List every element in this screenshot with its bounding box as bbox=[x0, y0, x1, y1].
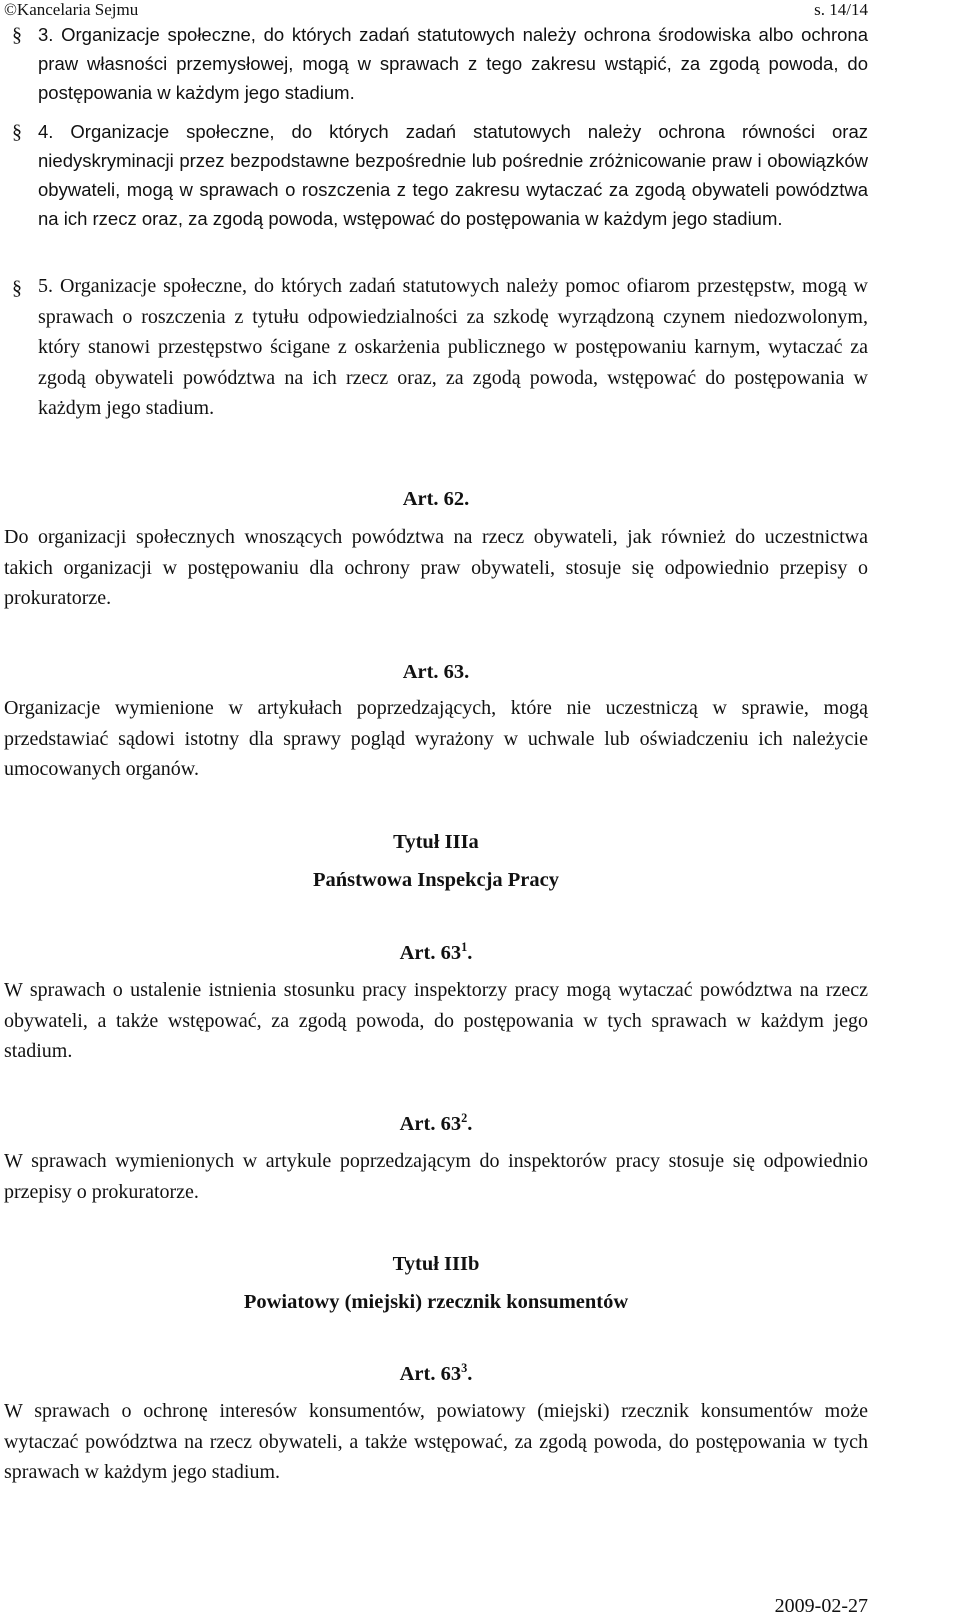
article-63-3-title bbox=[4, 1361, 868, 1387]
article-title-prefix: Art. 63 bbox=[399, 942, 462, 964]
title-3b-number: Tytuł IIIb bbox=[392, 1253, 480, 1275]
article-63-2-title bbox=[4, 1111, 868, 1137]
section-mark: § bbox=[12, 24, 22, 46]
article-62-text: Do organizacji społecznych wnoszących powództwa na rzecz obywateli, jak również do uczestnictwa takich organizacji w postępowaniu dla ochrony praw obywateli, stosuje się odpowiednio przepisy o prokuratorze. bbox=[4, 526, 868, 609]
copyright-label: ©Kancelaria Sejmu bbox=[4, 0, 139, 19]
page-header bbox=[4, 0, 868, 20]
article-title-superscript: 1 bbox=[461, 940, 468, 955]
title-3b-name: Powiatowy (miejski) rzecznik konsumentów bbox=[243, 1291, 629, 1313]
article-title-prefix: Art. 63 bbox=[399, 1363, 462, 1385]
article-title-suffix: . bbox=[467, 1363, 473, 1385]
article-62-title: Art. 62. bbox=[402, 488, 470, 510]
section-mark: § bbox=[12, 121, 22, 143]
paragraph-3: 3. Organizacje społeczne, do których zadań statutowych należy ochrona środowiska albo ochrona praw własności przemysłowej, mogą w sprawach z tego zakresu wstąpić, za zgodą powoda, do postępowania w każdym jego stadium. bbox=[38, 24, 868, 103]
footer-date: 2009-02-27 bbox=[774, 1595, 868, 1617]
article-63-title: Art. 63. bbox=[402, 661, 470, 683]
article-63-1-title bbox=[4, 940, 868, 966]
title-3a-name: Państwowa Inspekcja Pracy bbox=[313, 869, 559, 891]
article-63-2-text: W sprawach wymienionych w artykule poprzedzającym do inspektorów pracy stosuje się odpowiednio przepisy o prokuratorze. bbox=[4, 1150, 868, 1203]
section-mark: § bbox=[12, 277, 22, 299]
article-title-superscript: 2 bbox=[461, 1111, 468, 1126]
article-title-prefix: Art. 63 bbox=[399, 1113, 462, 1135]
article-title-suffix: . bbox=[467, 1113, 473, 1135]
paragraph-4: 4. Organizacje społeczne, do których zadań statutowych należy ochrona równości oraz niedyskryminacji przez bezpodstawne bezpośrednie lub pośrednie zróżnicowanie praw i obowiązków obywateli, mogą w sprawach o roszczenia z tego zakresu wytaczać za zgodą obywateli powództwa na ich rzecz oraz, za zgodą powoda, wstępować do postępowania w każdym jego stadium. bbox=[38, 121, 868, 229]
article-63-text: Organizacje wymienione w artykułach poprzedzających, które nie uczestniczą w sprawie, mogą przedstawiać sądowi istotny dla sprawy pogląd wyrażony w uchwale lub oświadczeniu ich należycie umocowanych organów. bbox=[4, 697, 868, 780]
paragraph-5: 5. Organizacje społeczne, do których zadań statutowych należy pomoc ofiarom przestępstw, mogą w sprawach o roszczenia z tytułu odpowiedzialności za szkodę wyrządzoną czynem niedozwolonym, który stanowi przestępstwo ścigane z oskarżenia publicznego w postępowaniu karnym, wytaczać za zgodą obywateli powództwa na ich rzecz oraz, za zgodą powoda, wstępować do postępowania w każdym jego stadium. bbox=[38, 275, 868, 419]
page-number: s. 14/14 bbox=[814, 0, 868, 19]
article-63-1-text: W sprawach o ustalenie istnienia stosunku pracy inspektorzy pracy mogą wytaczać powództwa na rzecz obywateli, a także wstępować, za zgodą powoda, do postępowania w tych sprawach w każdym jego stadium. bbox=[4, 979, 868, 1062]
title-3a-number: Tytuł IIIa bbox=[393, 831, 479, 853]
article-title-superscript: 3 bbox=[461, 1361, 468, 1376]
article-title-suffix: . bbox=[467, 942, 473, 964]
article-63-3-text: W sprawach o ochronę interesów konsumentów, powiatowy (miejski) rzecznik konsumentów może wytaczać powództwa na rzecz obywateli, a także wstępować, za zgodą powoda, do postępowania w tych sprawach w każdym jego stadium. bbox=[4, 1400, 868, 1483]
